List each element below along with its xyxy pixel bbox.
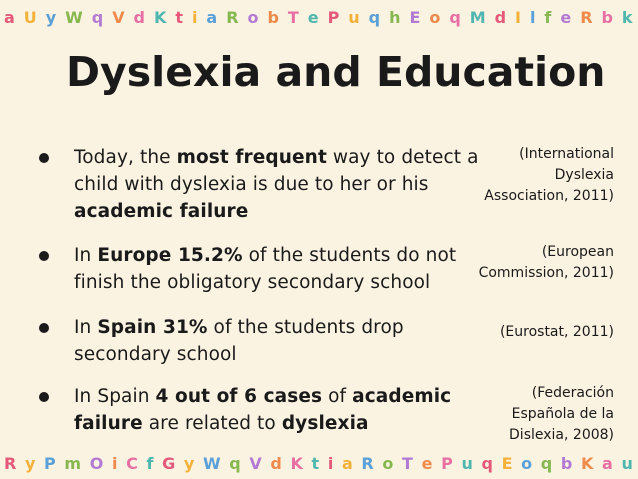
citation-line: Dislexia, 2008) <box>509 427 614 443</box>
decorative-letter: t <box>311 453 321 473</box>
decorative-letter: u <box>348 7 361 27</box>
decorative-letter: K <box>580 453 595 473</box>
bullet-dot-icon <box>39 153 49 163</box>
citation-line: (International <box>519 146 614 162</box>
decorative-letter: d <box>133 7 146 27</box>
decorative-letter: V <box>249 453 263 473</box>
decorative-letter: i <box>111 453 119 473</box>
bullet-dot-icon <box>39 251 49 261</box>
decorative-letter: O <box>89 453 105 473</box>
decorative-letter: k <box>621 7 634 27</box>
decorative-letter: h <box>389 7 402 27</box>
decorative-letter: e <box>421 453 434 473</box>
decorative-letter: E <box>409 7 422 27</box>
decorative-letter: i <box>327 453 335 473</box>
decorative-letter: e <box>307 7 320 27</box>
decorative-letter: K <box>290 453 304 473</box>
citation <box>484 144 614 207</box>
decorative-letter: q <box>368 7 382 27</box>
decorative-letters-top <box>0 6 638 28</box>
bullet-text <box>74 242 484 296</box>
decorative-letter: R <box>580 7 594 27</box>
decorative-letter: y <box>45 7 58 27</box>
decorative-letter: b <box>601 7 614 27</box>
citation <box>509 383 614 446</box>
citation <box>500 322 614 343</box>
decorative-letter: I <box>515 7 522 27</box>
decorative-letter: G <box>162 453 177 473</box>
decorative-letter: i <box>191 7 199 27</box>
decorative-letter: u <box>461 453 474 473</box>
bold-text: academic failure <box>74 201 249 222</box>
decorative-letter: y <box>24 453 37 473</box>
decorative-letter: d <box>494 7 508 27</box>
decorative-letter: q <box>91 7 105 27</box>
decorative-letter: y <box>183 453 196 473</box>
decorative-letter: q <box>229 453 242 473</box>
decorative-letter: a <box>341 453 354 473</box>
bold-text: academic failure <box>74 386 452 434</box>
text-segment: In <box>74 317 98 338</box>
decorative-letter: b <box>560 453 574 473</box>
bold-text: 4 out of 6 cases <box>155 386 323 407</box>
decorative-letter: K <box>153 7 168 27</box>
text-segment: Today, the <box>74 147 177 168</box>
decorative-letter: u <box>621 453 634 473</box>
decorative-letter: a <box>206 7 219 27</box>
decorative-letter: T <box>402 453 414 473</box>
decorative-letter: W <box>65 7 84 27</box>
decorative-letter: q <box>481 453 494 473</box>
citation-line: (European <box>541 244 614 260</box>
decorative-letter: a <box>602 453 614 473</box>
slide-title: Dyslexia and Education <box>66 48 606 96</box>
bold-text: Spain 31% <box>97 317 208 338</box>
citation-line: Association, 2011) <box>484 188 614 204</box>
citation <box>479 242 614 284</box>
decorative-letter: C <box>126 453 139 473</box>
bullet-text <box>74 144 484 225</box>
citation-line: Commission, 2011) <box>478 265 614 281</box>
bullet-dot-icon <box>39 392 49 402</box>
decorative-letter: q <box>540 453 554 473</box>
text-segment: of the students do not finish the obligatory secondary school <box>74 245 457 293</box>
bold-text: dyslexia <box>281 413 369 434</box>
citation-line: Española de la <box>511 406 614 422</box>
decorative-letter: P <box>441 453 454 473</box>
decorative-letter: q <box>449 7 462 27</box>
decorative-letter: f <box>146 453 155 473</box>
citation-line: Dyslexia <box>554 167 614 183</box>
text-segment: of <box>322 386 353 407</box>
text-segment: of the students drop secondary school <box>74 317 404 365</box>
decorative-letter: E <box>501 453 514 473</box>
text-segment: way to detect a child with dyslexia is due to her or his <box>74 147 479 195</box>
bold-text: most frequent <box>176 147 327 168</box>
decorative-letter: M <box>469 7 487 27</box>
bullet-dot-icon <box>39 323 49 333</box>
decorative-letter: V <box>112 7 126 27</box>
decorative-letter: f <box>544 7 553 27</box>
decorative-letter: o <box>247 7 260 27</box>
decorative-letter: T <box>287 7 300 27</box>
decorative-letter: R <box>226 7 240 27</box>
bullet-text <box>74 383 484 437</box>
decorative-letter: o <box>382 453 395 473</box>
decorative-letter: R <box>361 453 375 473</box>
bold-text: Europe 15.2% <box>97 245 243 266</box>
citation-line: (Eurostat, 2011) <box>499 324 614 340</box>
citation-line: (Federación <box>531 385 614 401</box>
decorative-letter: m <box>64 453 83 473</box>
bullet-text <box>74 314 484 368</box>
decorative-letter: a <box>4 7 16 27</box>
decorative-letter: P <box>44 453 57 473</box>
decorative-letter: P <box>327 7 341 27</box>
decorative-letter: U <box>23 7 38 27</box>
decorative-letters-bottom <box>0 452 638 474</box>
text-segment: In Spain <box>74 386 156 407</box>
decorative-letter: W <box>202 453 222 473</box>
decorative-letter: R <box>4 453 18 473</box>
decorative-letter: o <box>429 7 442 27</box>
decorative-letter: b <box>267 7 280 27</box>
text-segment: are related to <box>142 413 282 434</box>
decorative-letter: e <box>560 7 573 27</box>
decorative-letter: o <box>521 453 534 473</box>
decorative-letter: t <box>175 7 184 27</box>
decorative-letter: l <box>529 7 537 27</box>
text-segment: In <box>74 245 98 266</box>
decorative-letter: d <box>270 453 283 473</box>
